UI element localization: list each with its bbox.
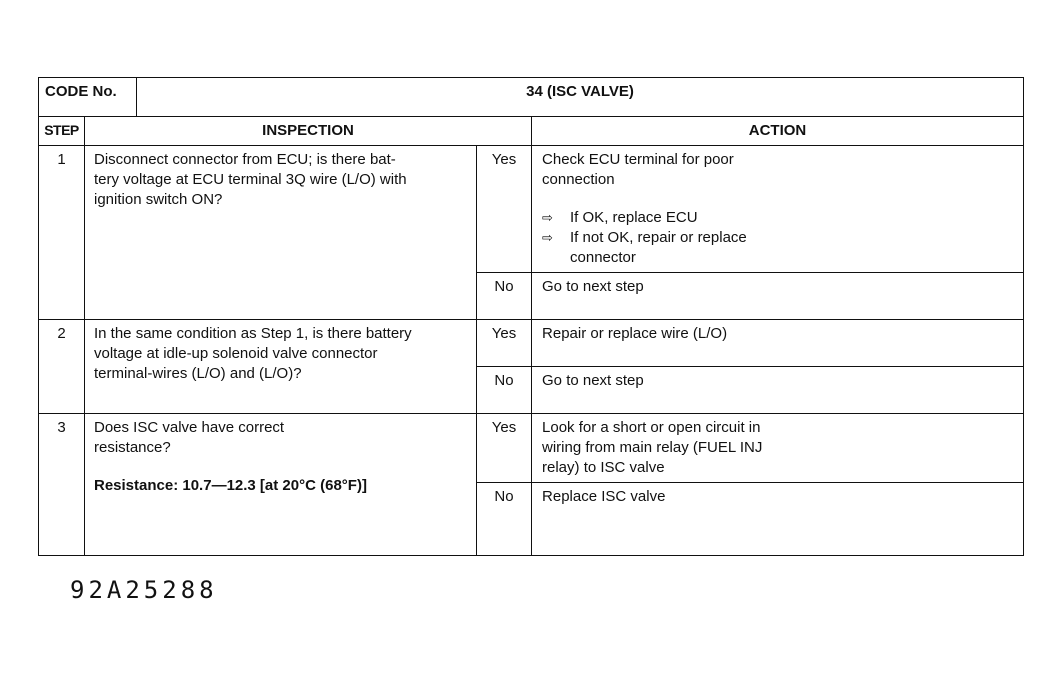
step-1-inspection — [85, 146, 477, 320]
code-title: 34 (ISC VALVE) — [137, 78, 1024, 117]
bullet-text: If not OK, repair or replace — [570, 229, 747, 246]
step-1-yes-action-line: connection — [542, 171, 615, 188]
step-3-resistance-spec: Resistance: 10.7—12.3 [at 20°C (68°F)] — [94, 477, 367, 494]
step-1-yes-action — [532, 146, 1024, 273]
code-row — [39, 78, 1024, 117]
step-column-header: STEP — [39, 117, 85, 146]
arrow-right-icon: ⇨ — [542, 230, 553, 245]
step-3-inspection-line: resistance? — [94, 439, 171, 456]
step-2-no-label: No — [477, 367, 532, 414]
figure-id: 92A25288 — [70, 576, 218, 604]
step-2-inspection-line: In the same condition as Step 1, is there battery — [94, 325, 412, 342]
step-2-inspection-line: voltage at idle-up solenoid valve connector — [94, 345, 378, 362]
step-3-yes-action-line: wiring from main relay (FUEL INJ — [542, 439, 763, 456]
step-3-yes-label: Yes — [477, 414, 532, 483]
step-3-no-label: No — [477, 483, 532, 556]
step-3-inspection — [85, 414, 477, 556]
bullet-text: connector — [570, 249, 636, 266]
inspection-column-header: INSPECTION — [85, 117, 532, 146]
step-1-number: 1 — [39, 146, 85, 320]
step-1-no-action: Go to next step — [532, 273, 1024, 320]
step-1-no-label: No — [477, 273, 532, 320]
diagnosis-table — [38, 77, 1024, 556]
step-3-no-action: Replace ISC valve — [532, 483, 1024, 556]
arrow-right-icon: ⇨ — [542, 210, 553, 225]
step-2-number: 2 — [39, 320, 85, 414]
step-3-number: 3 — [39, 414, 85, 556]
step-2-no-action: Go to next step — [532, 367, 1024, 414]
column-header-row — [39, 117, 1024, 146]
step-3-yes-action — [532, 414, 1024, 483]
bullet-text: If OK, replace ECU — [570, 209, 698, 226]
step-2-yes-label: Yes — [477, 320, 532, 367]
step-1-yes-action-line: Check ECU terminal for poor — [542, 151, 734, 168]
code-label: CODE No. — [39, 78, 137, 117]
step-2-inspection-line: terminal-wires (L/O) and (L/O)? — [94, 365, 302, 382]
step-3-yes-action-line: Look for a short or open circuit in — [542, 419, 761, 436]
step-1-yes-row — [39, 146, 1024, 273]
step-1-inspection-line: Disconnect connector from ECU; is there bat- — [94, 151, 396, 168]
step-2-inspection — [85, 320, 477, 414]
step-3-yes-row — [39, 414, 1024, 483]
step-1-yes-label: Yes — [477, 146, 532, 273]
step-2-yes-action: Repair or replace wire (L/O) — [532, 320, 1024, 367]
step-3-yes-action-line: relay) to ISC valve — [542, 459, 665, 476]
step-1-inspection-line: tery voltage at ECU terminal 3Q wire (L/O) with — [94, 171, 407, 188]
step-1-inspection-line: ignition switch ON? — [94, 191, 223, 208]
action-column-header: ACTION — [532, 117, 1024, 146]
step-3-inspection-line: Does ISC valve have correct — [94, 419, 285, 436]
step-1-bullet-not-ok — [542, 228, 1017, 268]
step-2-yes-row — [39, 320, 1024, 367]
step-1-bullet-ok — [542, 208, 1017, 228]
